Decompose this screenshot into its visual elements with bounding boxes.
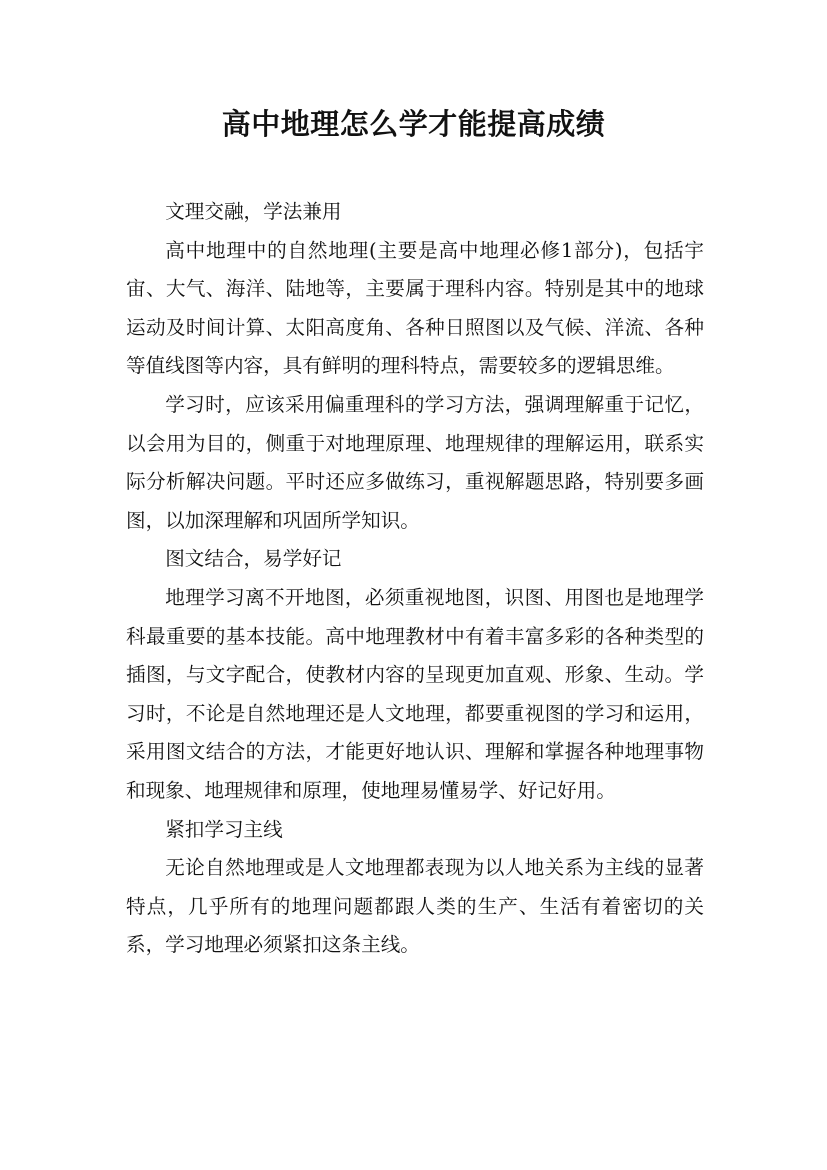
paragraph-3: 地理学习离不开地图，必须重视地图，识图、用图也是地理学科最重要的基本技能。高中地理教材中有着丰富多彩的各种类型的插图，与文字配合，使教材内容的呈现更加直观、形象、生动。学习时，不论是自然地理还是人文地理，都要重视图的学习和运用，采用图文结合的方法，才能更好地认识、理解和掌握各种地理事物和现象、地理规律和原理，使地理易懂易学、好记好用。 [126,585,704,802]
paragraph-4: 无论自然地理或是人文地理都表现为以人地关系为主线的显著特点，几乎所有的地理问题都跟人类的生产、生活有着密切的关系，学习地理必须紧扣这条主线。 [126,856,704,957]
paragraph-1: 高中地理中的自然地理(主要是高中地理必修1部分)，包括宇宙、大气、海洋、陆地等，主要属于理科内容。特别是其中的地球运动及时间计算、太阳高度角、各种日照图以及气候、洋流、各种等值线图等内容，具有鲜明的理科特点，需要较多的逻辑思维。 [126,238,704,378]
section-heading-2: 图文结合，易学好记 [165,547,342,571]
paragraph-2: 学习时，应该采用偏重理科的学习方法，强调理解重于记忆，以会用为目的，侧重于对地理原理、地理规律的理解运用，联系实际分析解决问题。平时还应多做练习，重视解题思路，特别要多画图，以加深理解和巩固所学知识。 [126,392,704,532]
document-title: 高中地理怎么学才能提高成绩 [221,107,606,141]
section-heading-1: 文理交融，学法兼用 [165,200,342,223]
section-heading-3: 紧扣学习主线 [165,817,283,841]
document-body [126,193,704,965]
